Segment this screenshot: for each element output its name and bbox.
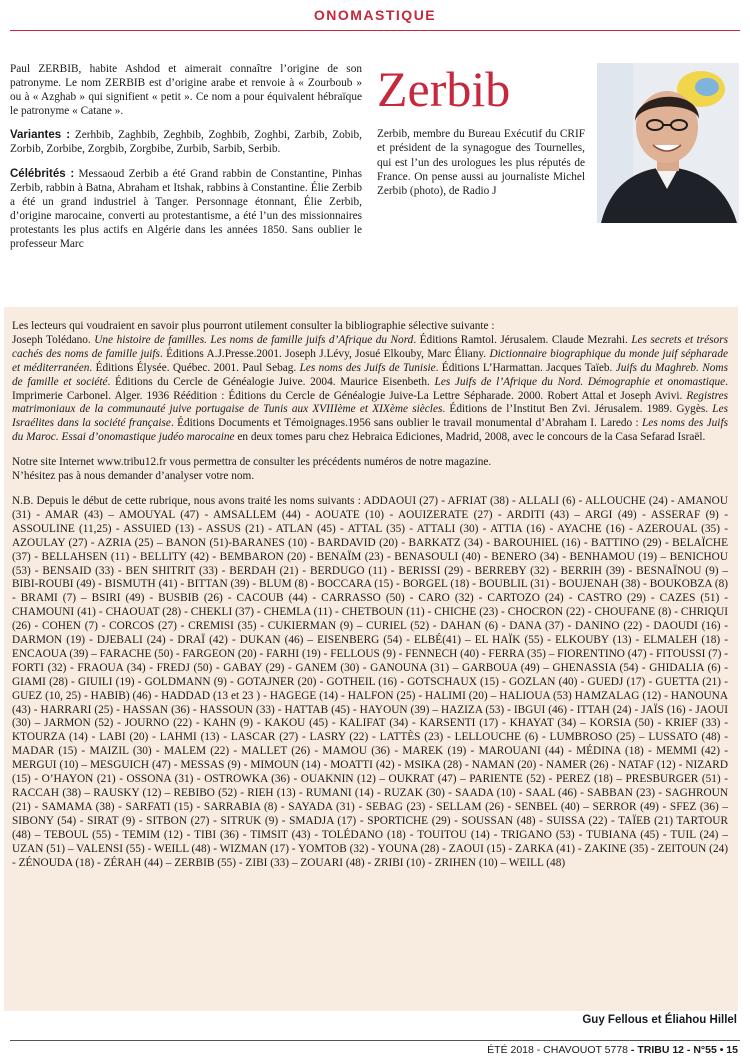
reference-text: . Éditions Ramtol. Jérusalem. Claude Mezrahi.	[413, 333, 632, 346]
reference-title: Les secrets et trésors cachés des noms de famille juifs	[12, 333, 728, 360]
surname-heading: Zerbib	[377, 61, 511, 117]
page-footer	[487, 1044, 738, 1056]
reference-text: . Éditions A.J.Presse.2001. Joseph J.Lévy, Josué Elkouby, Marc Éliany.	[159, 347, 490, 360]
reference-title: Les Juifs de l’Afrique du Nord. Démographie et onomastique	[434, 375, 726, 388]
portrait-illustration	[597, 63, 739, 223]
article-intro: Paul ZERBIB, habite Ashdod et aimerait connaître l’origine de son patronyme. Le nom ZERBIB est d’origine arabe et renvoie à « Zourboub » ou à « Azghab » qui signifient « petit ». Ce nom a pour équivalent hébraïque le patronyme « Catane ».	[10, 63, 362, 118]
article-left-column	[10, 62, 362, 261]
celebrities-text: Messaoud Zerbib a été Grand rabbin de Constantine, Pinhas Zerbib, rabbin à Batna, Abraham et Itshak, rabbins à Constantine. Élie Zerbib a été un grand industriel à Tanger. Personnage étonnant, Élie Zerbib, d’origine marocaine, converti au protestantisme, a été l’un des missionnaires protestants les plus actifs en Algérie dans les années 1850. Sans oublier le professeur Marc	[10, 167, 362, 251]
reference-title: Dictionnaire biographique du monde juif sépharade et méditerranéen	[12, 347, 728, 374]
portrait-photo	[597, 63, 739, 223]
author-signature: Guy Fellous et Éliahou Hillel	[582, 1014, 737, 1026]
header-rule	[10, 30, 740, 31]
bibliography-references	[12, 334, 728, 445]
variants-paragraph	[10, 128, 362, 156]
reference-text: . Éditions L’Harmattan. Jacques Taïeb.	[435, 361, 616, 374]
celebrities-paragraph	[10, 167, 362, 252]
page-header	[0, 0, 750, 32]
reference-title: Les Israélites dans la société française	[12, 403, 728, 430]
reference-text: Joseph Tolédano.	[12, 333, 95, 346]
analysis-invite: N’hésitez pas à nous demander d’analyser votre nom.	[12, 470, 255, 483]
reference-text: . Éditions Élysée. Québec. 2001. Paul Sebag.	[89, 361, 300, 374]
reference-text: . Éditions de l’Institut Ben Zvi. Jérusalem. 1989. Gygès.	[442, 403, 713, 416]
website-note: Notre site Internet www.tribu12.fr vous permettra de consulter les précédents numéros de notre magazine.	[12, 456, 492, 469]
reference-text: en deux tomes paru chez Hebraica Ediciones, Madrid, 2008, avec le concours de la Casa Sefarad Israël.	[234, 431, 706, 444]
reference-title: Les noms des Juifs de Tunisie	[299, 361, 436, 374]
reference-title: Une histoire de familles. Les noms de famille juifs d’Afrique du Nord	[94, 333, 414, 346]
reference-title: Les noms des Juifs du Maroc. Essai d’onomastique judéo marocaine	[12, 417, 728, 444]
treated-names-list: N.B. Depuis le début de cette rubrique, nous avons traité les noms suivants : ADDAOUI (27) - AFRIAT (38) - ALLALI (6) - ALLOUCHE (24) - AMANOU (31) - AMAR (43) – AMOUYAL (47) - AMSALLEM (44) - AOUATE (10) - AOUIZERATE (27) - ARDITI (43) – ARGI (49) - ASSERAF (9) - ASSOULINE (11,25) - ASSUIED (13) - ASSUS (21) - ATLAN (45) - ATTAL (35) - ATTALI (30) - ATTIA (16) - AYACHE (16) - AZEROUAL (35) - AZOULAY (27) - AZRIA (25) – BANON (51)-BARANES (10) - BARDAVID (20) - BARKATZ (34) - BAROUHIEL (16) - BATTINO (29) - BELAÏCHE (37) - BELLAHSEN (11) - BELLITY (42) - BEMBARON (20) - BENAÏM (23) - BENASOULI (40) - BENERO (34) - BENHAMOU (19) – BENICHOU (53) - BENSAID (33) - BEN SHITRIT (33) - BERDAH (21) - BERDUGO (11) - BERISSI (29) - BERREBY (32) - BERRIH (39) - BESNAÏNOU (9) – BIBI-ROUBI (49) - BISMUTH (41) - BITTAN (39) - BLUM (8) - BOCCARA (15) - BORGEL (18) - BOUBLIL (31) - BOUJENAH (38) - BOUKOBZA (8) - BRAMI (7) – BSIRI (49) - BUSBIB (26) - CACOUB (44) - CARRASSO (50) - CARO (32) - CARTOZO (24) - CASTRO (29) - CAZES (51) - CHAMOUNI (41) - CHAOUAT (28) - CHEKLI (37) - CHEMLA (11) - CHETBOUN (11) - CHICHE (23) - CHOCRON (22) - CHOUFANE (8) - CHRIQUI (26) - COHEN (7) - CORCOS (27) - CREMISI (35) - CUKIERMAN (9) – CURIEL (52) - DAHAN (6) - DANA (37) - DANINO (22) - DAOUDI (16) - DARMON (19) - DJEBALI (24) - DRAÏ (42) - DUKAN (46) – EISENBERG (54) - ELBÉ(41) – EL HAÏK (55) - ELKOUBY (13) - ELMALEH (18) - ENCAOUA (39) – FARACHE (50) - FARGEON (20) - FARHI (19) - FELLOUS (9) - FENNECH (40) - FERRA (35) – FIORENTINO (47) - FITOUSSI (7) - FORTI (32) - FRAOUA (34) - FREDJ (50) - GABAY (29) - GANEM (30) - GANOUNA (31) – GARBOUA (49) – GHENASSIA (54) - GHIDALIA (6) - GIAMI (28) - GIUILI (19) - GOLDMANN (9) - GOTAJNER (20) - GOTHEIL (16) - GOTSCHAUX (15) - GOZLAN (40) - GUEDJ (17) - GUETTA (21) - GUEZ (10, 25) - HABIB) (46) - HADDAD (13 et 23 ) - HAGEGE (14) - HALFON (25) - HALIMI (20) – HALIOUA (53) HAMZALAG (12) - HANOUNA (43) - HARRARI (25) - HASSAN (36) - HASSOUN (33) - HATTAB (45) - HAYOUN (39) – HAZIZA (53) - IBGUI (46) - ITTAH (24) - JAÏS (16) - JAOUI (30) – JARMON (52) - JOURNO (22) - KAHN (9) - KAKOU (45) - KALIFAT (34) - KARSENTI (17) - KHAYAT (34) – KORSIA (50) - KRIEF (33) - KTOURZA (14) - LABI (20) - LAHMI (13) - LASCAR (27) - LASRY (22) - LATTÈS (23) - LELLOUCHE (6) - LUMBROSO (25) – LUSSATO (48) - MADAR (15) - MAIZIL (30) - MALEM (22) - MALLET (26) - MAMOU (36) - MAREK (19) - MAROUANI (44) - MÉDINA (18) - MEMMI (42) - MERGUI (10) – MESGUICH (47) - MESSAS (9) - MIMOUN (14) - MOATTI (42) - MSIKA (28) - NAMAN (20) - NAMER (26) - NATAF (12) - NIZARD (15) - O’HAYON (21) - OSSONA (31) - OSTROWKA (36) - OUAKNIN (12) – OUKRAT (47) – PARIENTE (52) - PEREZ (18) – PRESBURGER (51) - RACCAH (38) – RAUSKY (12) – REBIBO (52) - RIEH (13) - RUMANI (14) - RUZAK (30) - SAADA (10) - SAAL (46) - SABBAN (23) - SAGHROUN (21) - SAMAMA (38) - SARFATI (15) - SARRABIA (8) - SAYADA (31) - SEBAG (23) - SELLAM (26) - SENBEL (40) – SERROR (49) - SFEZ (36) – SIBONY (54) - SIRAT (9) - SITBON (27) - SITRUK (9) - SMADJA (17) - SPORTICHE (29) - SOUSSAN (48) - SUISSA (22) - TAÏEB (21) TARTOUR (48) – TEBOUL (55) - TEMIM (12) - TIBI (36) - TIMSIT (43) - TOLÉDANO (18) - TOUITOU (14) - TRIGANO (53) - TUBIANA (45) - TUIL (24) – UZAN (51) – VALENSI (55) - WEILL (48) - WIZMAN (17) - YOMTOB (32) - YOUNA (28) - ZAOUI (15) - ZARKA (41) - ZAKINE (35) - ZEITOUN (24) - ZÉNOUDA (18) - ZÉRAH (44) – ZERBIB (55) - ZIBI (33) – ZOUARI (48) - ZRIBI (10) - ZRIHEN (10) – WEILL (48)	[12, 494, 728, 869]
reference-text: . Imprimerie Carbonel. Alger. 1936 Réédition : Éditions du Cercle de Généalogie Juive-La Lettre Sépharade. 2000. Robert Attal et Joseph Avivi.	[12, 375, 729, 402]
reference-title: Juifs du Maghreb. Noms de famille et société	[12, 361, 728, 388]
variants-text: Zerhbib, Zaghbib, Zeghbib, Zoghbib, Zoghbi, Zarbib, Zobib, Zorbib, Zorbibe, Zorgbib, Zorgbibe, Zurbib, Sarbib, Serbib.	[10, 129, 363, 156]
bibliography-box	[4, 307, 738, 1011]
footer-magazine: - TRIBU 12 - N°55 • 15	[628, 1044, 738, 1056]
variants-label: Variantes :	[10, 129, 71, 142]
footer-rule	[10, 1040, 740, 1041]
reference-title: Registres matrimoniaux de la communauté juive portugaise de Tunis aux XVIIIème et XIXème siècles	[12, 389, 728, 416]
section-title: ONOMASTIQUE	[313, 7, 437, 23]
article-continuation: Zerbib, membre du Bureau Exécutif du CRIF et président de la synagogue des Tournelles, qui est l’un des urologues les plus réputés de France. On pense aussi au journaliste Michel Zerbib (photo), de Radio J	[377, 128, 585, 198]
celebrities-label: Célébrités :	[10, 167, 75, 180]
bibliography-intro: Les lecteurs qui voudraient en savoir plus pourront utilement consulter la bibliographie sélective suivante :	[12, 320, 495, 332]
reference-text: . Éditions Documents et Témoignages.1956 sans oublier le travail monumental d’Abraham I. Laredo :	[170, 417, 643, 430]
reference-text: . Éditions du Cercle de Généalogie Juive. 2004. Maurice Eisenbeth.	[107, 375, 435, 388]
footer-issue: ÉTÉ 2018 - CHAVOUOT 5778	[487, 1044, 628, 1056]
